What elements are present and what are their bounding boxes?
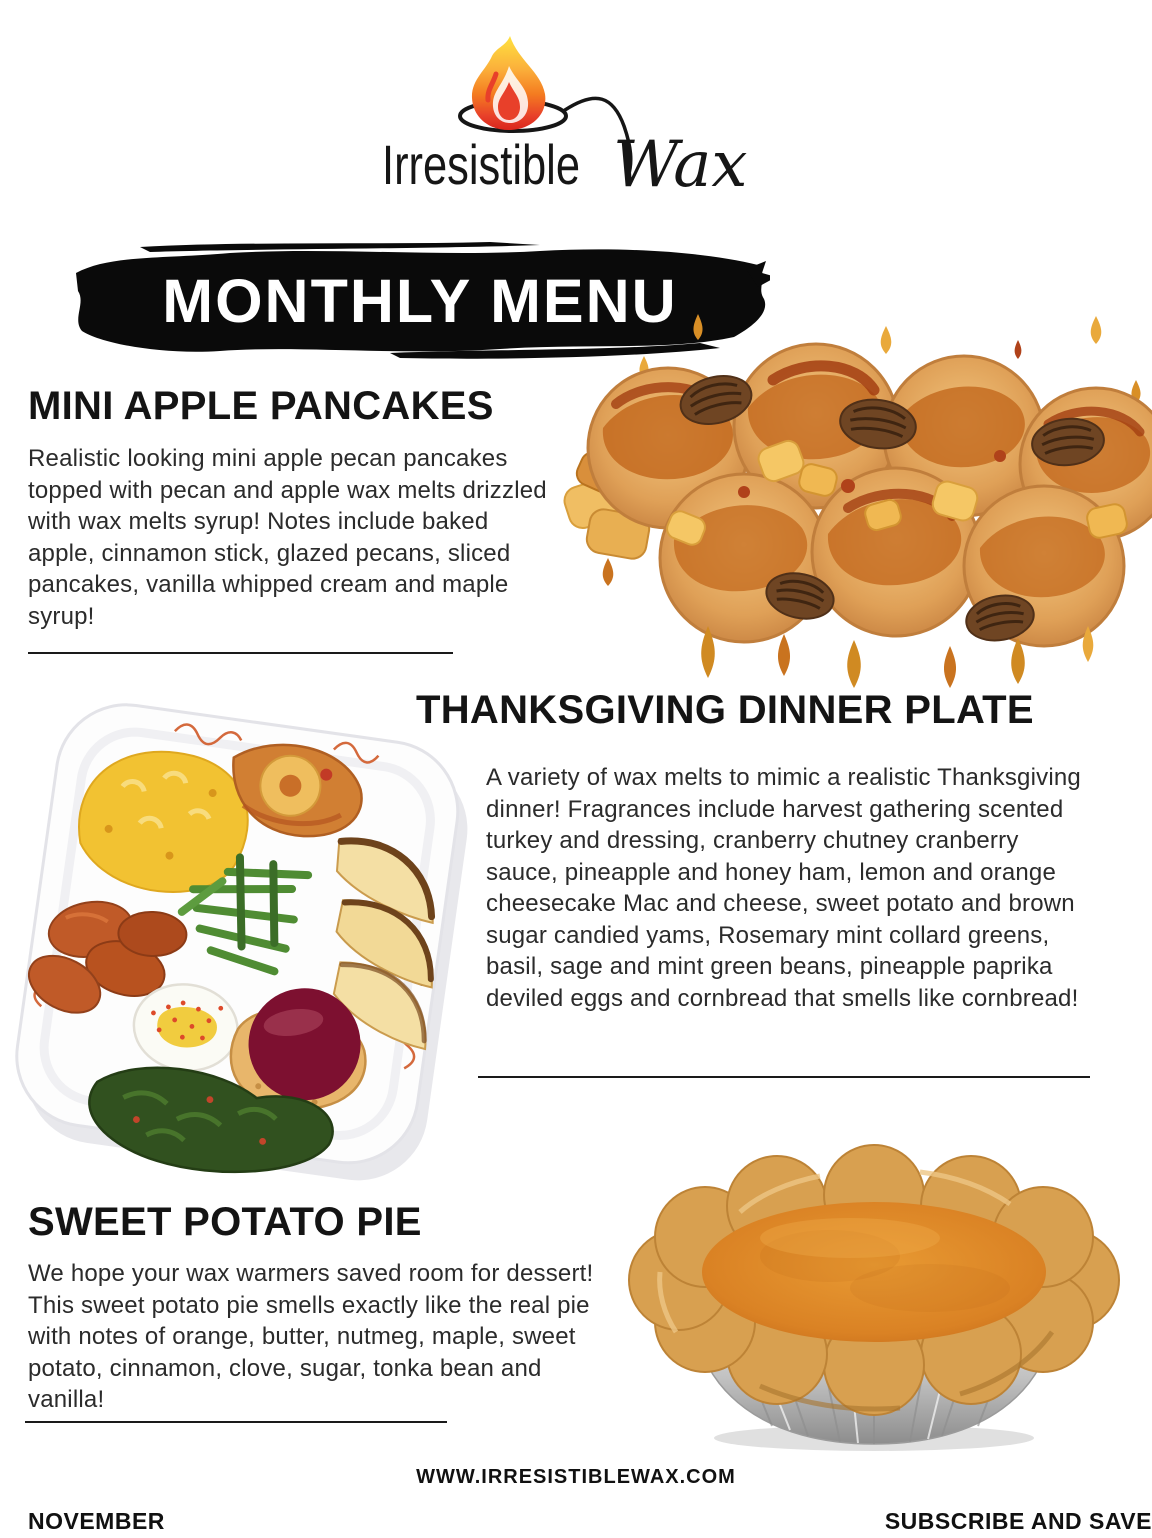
section-title-sweet-potato-pie: SWEET POTATO PIE — [28, 1200, 422, 1244]
mini-apple-pancakes-photo — [548, 296, 1152, 692]
divider-line — [25, 1421, 447, 1423]
brand-logo-graphic — [360, 34, 792, 230]
banner-title: MONTHLY MENU — [162, 267, 678, 335]
divider-line — [478, 1076, 1090, 1078]
section-description-thanksgiving-dinner-plate: A variety of wax melts to mimic a realistic Thanksgiving dinner! Fragrances include harvest gathering scented turkey and dressing, cranberry chutney cranberry sauce, pineapple and honey ham, lemon and orange cheesecake Mac and cheese, sweet potato and brown sugar candied yams, Rosemary mint collard greens, basil, sage and mint green beans, pineapple paprika deviled eggs and cornbread that smells like cornbread! — [486, 764, 1081, 1012]
logo-brand-script: Wax — [613, 128, 748, 202]
sweet-potato-pie-illustration — [600, 1132, 1148, 1454]
flame-icon — [472, 36, 545, 130]
mini-apple-pancakes-illustration — [548, 296, 1152, 692]
section-description-mini-apple-pancakes: Realistic looking mini apple pecan pancakes topped with pecan and apple wax melts drizzled with wax melts syrup! Notes include baked apple, cinnamon stick, glazed pecans, sliced pancakes, vanilla whipped cream and maple syrup! — [28, 445, 547, 630]
brand-logo — [360, 34, 792, 230]
section-description-sweet-potato-pie: We hope your wax warmers saved room for dessert! This sweet potato pie smells exactly like the real pie with notes of orange, butter, nutmeg, maple, sweet potato, cinnamon, clove, sugar, tonka bean and vanilla! — [28, 1260, 594, 1413]
pie-filling — [702, 1202, 1046, 1342]
sweet-potato-pie-photo — [600, 1132, 1148, 1454]
website-url: WWW.IRRESISTIBLEWAX.COM — [416, 1466, 736, 1488]
divider-line — [28, 652, 453, 654]
section-title-thanksgiving-dinner-plate: THANKSGIVING DINNER PLATE — [416, 688, 1034, 732]
section-title-mini-apple-pancakes: MINI APPLE PANCAKES — [28, 384, 494, 428]
footer-subscribe-label: SUBSCRIBE AND SAVE — [884, 1508, 1152, 1534]
logo-brand-main: Irresistible — [382, 133, 580, 196]
thanksgiving-plate-illustration — [6, 698, 470, 1188]
thanksgiving-dinner-plate-photo — [6, 698, 470, 1188]
footer-month-label: NOVEMBER — [28, 1508, 165, 1534]
